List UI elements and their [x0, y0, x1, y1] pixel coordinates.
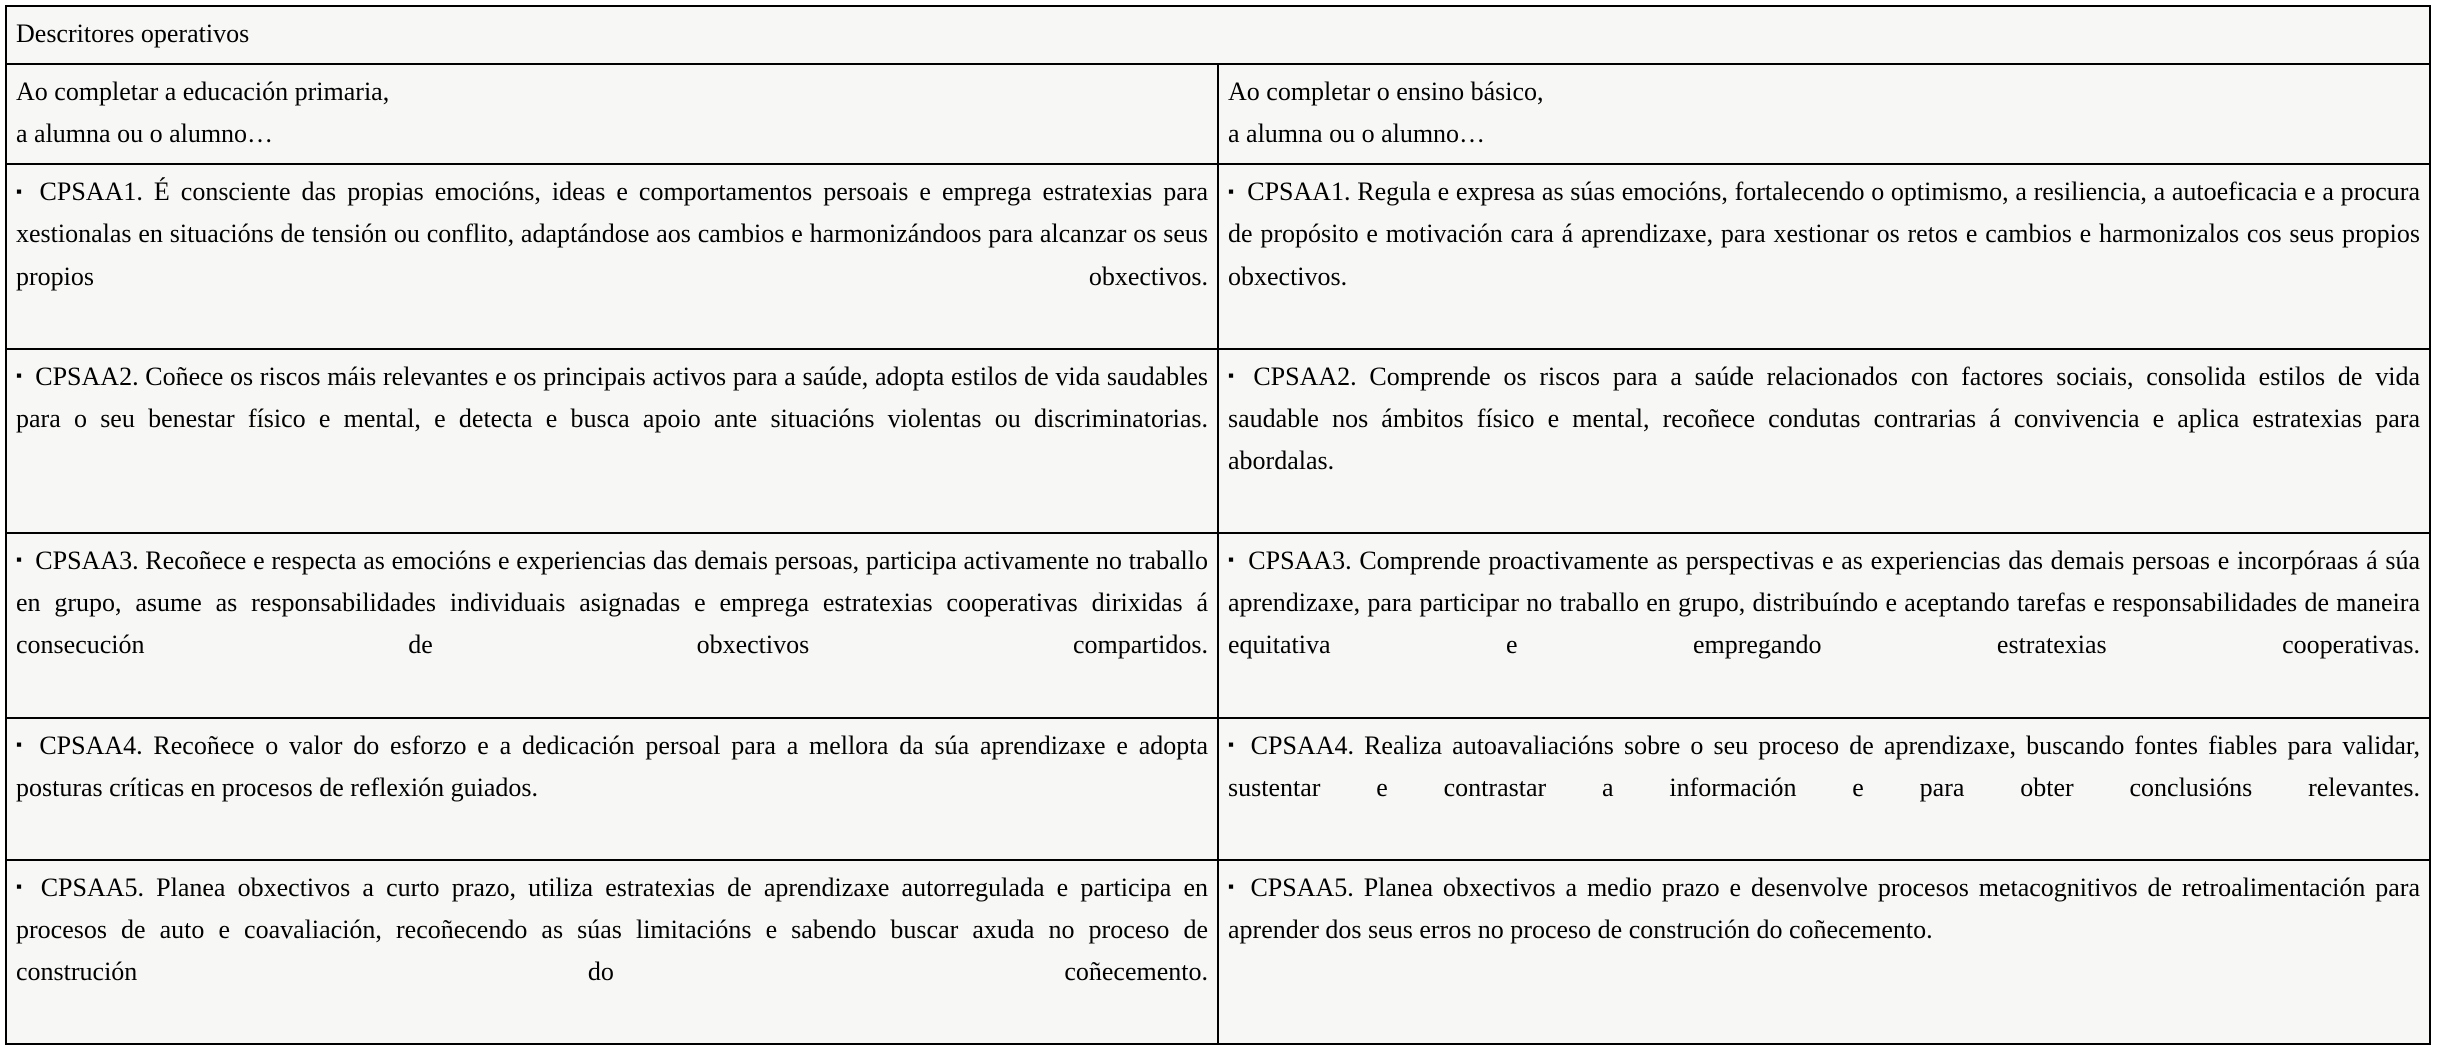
- descriptor-paragraph: [1228, 540, 2420, 708]
- descriptor-paragraph: [16, 725, 1208, 809]
- intro-primary-line-1: Ao completar a educación primaria,: [16, 77, 390, 107]
- descriptors-table: [5, 5, 2431, 1045]
- descriptor-paragraph: [16, 867, 1208, 1035]
- descriptor-text: CPSAA1. Regula e expresa as súas emocións, fortalecendo o optimismo, a resiliencia, a autoeficacia e a procura de propósito e motivación cara á aprendizaxe, para xestionar os retos e cambios e harmonizalos cos seus propios obxectivos.: [1228, 177, 2421, 291]
- descriptor-text: CPSAA3. Comprende proactivamente as perspectivas e as experiencias das demais persoas e incorpóraas á súa aprendizaxe, para participar no traballo en grupo, distribuíndo e aceptando tarefas e responsabilidades de maneira equitativa e empregando estratexias cooperativas.: [1228, 546, 2420, 660]
- bullet-icon: ▪: [16, 550, 23, 570]
- bullet-icon: ▪: [1228, 181, 1235, 201]
- descriptor-cell-primary-cpsaa1: [6, 164, 1218, 348]
- descriptor-cell-basic-cpsaa2: [1218, 349, 2430, 533]
- table-body: [6, 6, 2430, 1044]
- bullet-icon: ▪: [16, 181, 27, 201]
- table-row: [6, 718, 2430, 860]
- descriptor-cell-primary-cpsaa3: [6, 533, 1218, 717]
- descriptor-cell-primary-cpsaa4: [6, 718, 1218, 860]
- descriptor-text: CPSAA2. Coñece os riscos máis relevantes e os principais activos para a saúde, adopta estilos de vida saudables para o seu benestar físico e mental, e detecta e busca apoio ante situacións violentas ou discriminatorias.: [16, 361, 1208, 433]
- bullet-icon: ▪: [16, 877, 28, 897]
- descriptor-paragraph: [1228, 725, 2420, 851]
- table-row: [6, 164, 2430, 348]
- intro-cell-basic: [1218, 64, 2430, 164]
- descriptor-cell-basic-cpsaa4: [1218, 718, 2430, 860]
- intro-cell-primary: [6, 64, 1218, 164]
- intro-basic-line-2: a alumna ou o alumno…: [1228, 119, 1486, 149]
- page-title: Descritores operativos: [16, 19, 250, 48]
- bullet-icon: ▪: [1228, 877, 1238, 897]
- bullet-icon: ▪: [16, 366, 23, 386]
- descriptor-paragraph: [1228, 171, 2420, 339]
- descriptor-cell-basic-cpsaa1: [1218, 164, 2430, 348]
- table-row: [6, 860, 2430, 1044]
- descriptor-text: CPSAA5. Planea obxectivos a medio prazo e desenvolve procesos metacognitivos de retroalimentación para aprender dos seus erros no proceso de construción do coñecemento.: [1228, 872, 2421, 945]
- descriptor-paragraph: [1228, 356, 2420, 524]
- bullet-icon: ▪: [16, 734, 27, 754]
- bullet-icon: ▪: [1228, 366, 1241, 386]
- descriptor-cell-basic-cpsaa3: [1218, 533, 2430, 717]
- descriptor-paragraph: [16, 540, 1208, 708]
- descriptor-text: CPSAA3. Recoñece e respecta as emocións e experiencias das demais persoas, participa activamente no traballo en grupo, asume as responsabilidades individuais asignadas e emprega estratexias cooperativas dirixidas á consecución de obxectivos compartidos.: [16, 546, 1209, 660]
- table-row: [6, 533, 2430, 717]
- table-row: [6, 349, 2430, 533]
- descriptor-text: CPSAA1. É consciente das propias emocións, ideas e comportamentos persoais e emprega estratexias para xestionalas en situacións de tensión ou conflito, adaptándose aos cambios e harmonizándoos para alcanzar os seus propios obxectivos.: [16, 177, 1208, 291]
- descriptor-paragraph: [1228, 867, 2420, 951]
- descriptor-text: CPSAA4. Recoñece o valor do esforzo e a dedicación persoal para a mellora da súa aprendizaxe e adopta posturas críticas en procesos de reflexión guiados.: [16, 730, 1208, 802]
- intro-row: [6, 64, 2430, 164]
- descriptor-text: CPSAA2. Comprende os riscos para a saúde relacionados con factores sociais, consolida estilos de vida saudable nos ámbitos físico e mental, recoñece condutas contrarias á convivencia e aplica estratexias para abordalas.: [1228, 361, 2420, 475]
- bullet-icon: ▪: [1228, 734, 1238, 754]
- table-title-cell: [6, 6, 2430, 64]
- table-header-row: [6, 6, 2430, 64]
- intro-primary-line-2: a alumna ou o alumno…: [16, 119, 274, 149]
- descriptor-cell-primary-cpsaa5: [6, 860, 1218, 1044]
- bullet-icon: ▪: [1228, 550, 1236, 570]
- descriptor-cell-primary-cpsaa2: [6, 349, 1218, 533]
- descriptor-text: CPSAA4. Realiza autoavaliacións sobre o seu proceso de aprendizaxe, buscando fontes fiables para validar, sustentar e contrastar a información e para obter conclusións relevantes.: [1228, 730, 2421, 802]
- descriptor-paragraph: [16, 171, 1208, 339]
- descriptor-cell-basic-cpsaa5: [1218, 860, 2430, 1044]
- descriptor-text: CPSAA5. Planea obxectivos a curto prazo, utiliza estratexias de aprendizaxe autorregulada e participa en procesos de auto e coavaliación, recoñecendo as súas limitacións e sabendo buscar axuda no proceso de construción do coñecemento.: [16, 872, 1208, 987]
- intro-basic-line-1: Ao completar o ensino básico,: [1228, 77, 1544, 107]
- descriptor-paragraph: [16, 356, 1208, 482]
